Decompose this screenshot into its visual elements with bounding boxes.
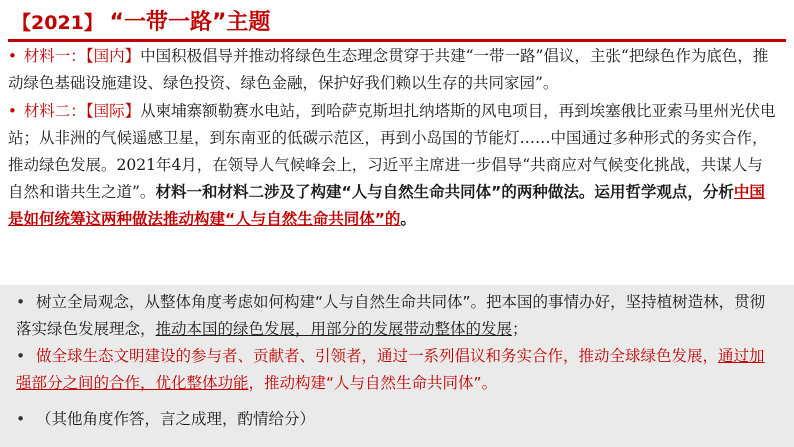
answer-2-text: 做全球生态文明建设的参与者、贡献者、引领者，通过一系列倡议和务实合作，推动全球绿色发展，	[36, 347, 719, 365]
material-two-tag: 【国际】	[85, 102, 141, 120]
material-one-label: 材料一：	[23, 47, 86, 65]
title-year: 【2021】	[12, 12, 103, 34]
material-two-text: 从柬埔寨额勒赛水电站，到哈萨克斯坦扎纳塔斯的风电项目，再到埃塞俄比亚索马里州光伏电站；从非洲的气候遥感卫星，到东南亚的低碳示范区，再到小岛国的节能灯……中国通过多种形式的务实合作，推动绿色发展。2021年4月，在领导人气候峰会上，习近平主席进一步倡导“共商应对气候变化挑战，共谋人与自然和谐共生之道”。	[8, 102, 776, 201]
bullet-icon: •	[16, 293, 26, 311]
answer-1-end: ；	[512, 320, 528, 338]
answer-item-1	[16, 289, 776, 343]
bullet-icon: •	[16, 347, 26, 365]
answer-2-end: ，推动构建“人与自然生命共同体”。	[248, 374, 498, 392]
material-two-label: 材料二：	[23, 102, 86, 120]
answer-item-2	[16, 343, 776, 397]
answer-item-3	[16, 406, 776, 433]
bullet-icon: •	[8, 47, 17, 65]
material-one-text: 中国积极倡导并推动将绿色生态理念贯穿于共建“一带一路”倡议，主张“把绿色作为底色，推动绿色基础设施建设、绿色投资、绿色金融，保护好我们赖以生存的共同家园”。	[8, 47, 769, 92]
question-highlight: 中国是如何统筹这两种做法推动构建“人与自然生命共同体”的	[8, 183, 765, 228]
material-one	[8, 43, 778, 97]
material-two	[8, 98, 778, 233]
answer-2-underlined: 通过加强部分之间的合作，优化整体功能	[16, 347, 765, 392]
material-one-tag: 【国内】	[85, 47, 141, 65]
question-text: 材料一和材料二涉及了构建“人与自然生命共同体”的两种做法。运用哲学观点，分析	[155, 183, 734, 201]
title-divider	[8, 39, 786, 42]
answer-1-underlined: 推动本国的绿色发展，用部分的发展带动整体的发展	[155, 320, 513, 338]
bullet-icon: •	[8, 102, 17, 120]
answer-3-text: （其他角度作答，言之成理，酌情给分）	[36, 410, 316, 428]
page-title	[12, 8, 270, 38]
question-end: 。	[400, 210, 416, 228]
bullet-icon: •	[16, 410, 26, 428]
answer-1-text: 树立全局观念，从整体角度考虑如何构建“人与自然生命共同体”。把本国的事情办好，坚持植树造林，贯彻落实绿色发展理念，	[16, 293, 766, 338]
title-topic: “一带一路”主题	[109, 10, 271, 35]
